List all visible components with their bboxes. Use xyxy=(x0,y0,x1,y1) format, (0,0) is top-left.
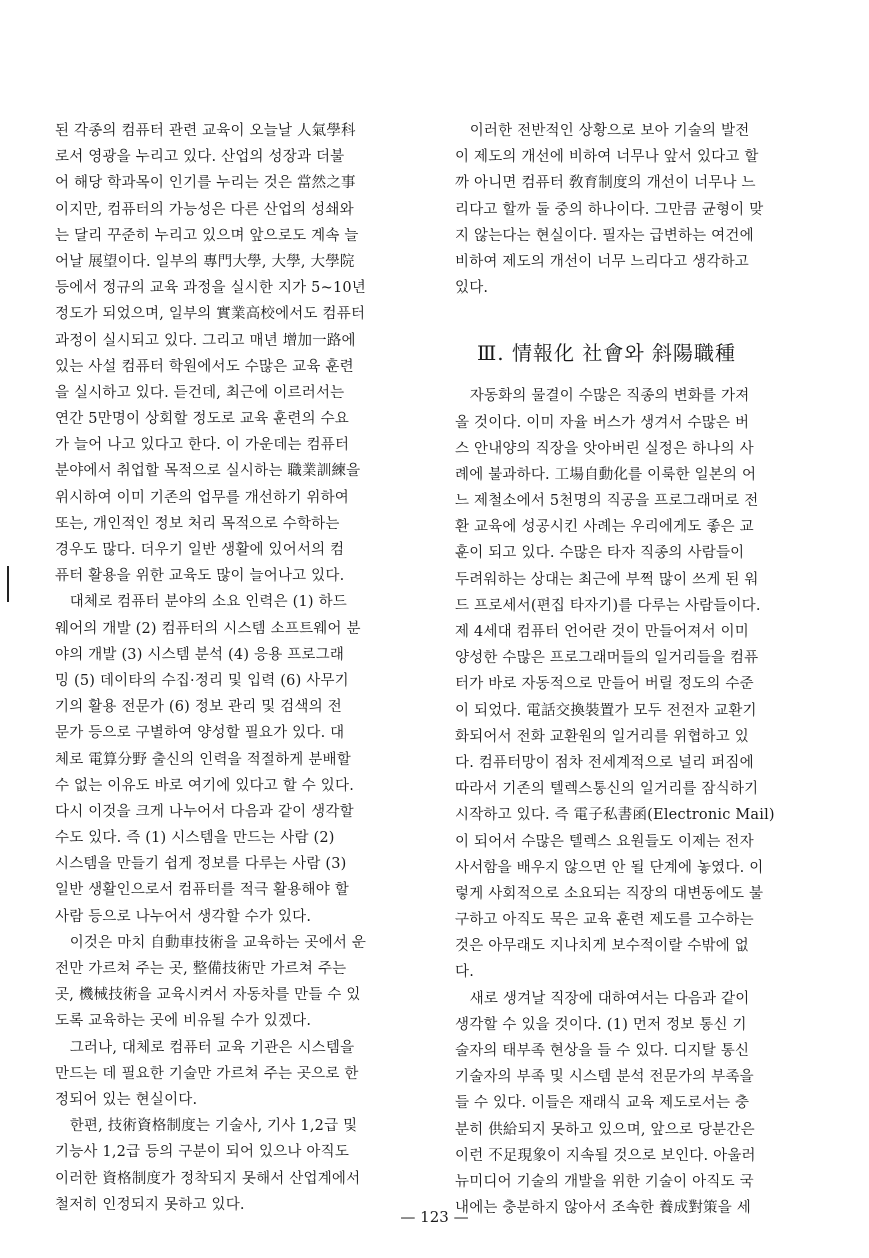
text-line: 따라서 기존의 텔렉스통신의 일거리를 잠식하기 xyxy=(455,781,759,798)
text-line: 이러한 資格制度가 정착되지 못해서 산업계에서 xyxy=(55,1170,361,1187)
section-gap xyxy=(455,301,827,323)
text-line: 기능사 1,2급 등의 구분이 되어 있으나 아직도 xyxy=(55,1144,350,1161)
text-line: 것은 아무래도 지나치게 보수적이랄 수밖에 없 xyxy=(455,938,749,955)
right-column-bottom-text xyxy=(455,383,827,1221)
text-line: 된 각종의 컴퓨터 관련 교육이 오늘날 人氣學科 xyxy=(55,123,356,139)
text-line: 들 수 있다. 이들은 재래식 교육 제도로서는 충 xyxy=(455,1095,750,1112)
text-line: 이 제도의 개선에 비하여 너무나 앞서 있다고 할 xyxy=(455,149,759,166)
text-line: 뉴미디어 기술의 개발을 위한 기술이 아직도 국 xyxy=(455,1173,754,1190)
text-line: 체로 電算分野 출신의 인력을 적절하게 분배할 xyxy=(55,751,351,768)
text-line: 사서함을 배우지 않으면 안 될 단계에 놓였다. 이 xyxy=(455,859,764,876)
text-line: 정도가 되었으며, 일부의 實業高校에서도 컴퓨터 xyxy=(55,306,366,323)
text-line: 사람 등으로 나누어서 생각할 수가 있다. xyxy=(55,908,312,925)
text-line: 는 달리 꾸준히 누리고 있으며 앞으로도 계속 늘 xyxy=(55,227,359,244)
text-line: 시작하고 있다. 즉 電子私書函(Electronic Mail) xyxy=(455,807,775,824)
text-line: 비하여 제도의 개선이 너무 느리다고 생각하고 xyxy=(455,253,749,270)
text-line: 다. 컴퓨터망이 점차 전세계적으로 널리 퍼짐에 xyxy=(455,754,754,771)
text-line: 가 늘어 나고 있다고 한다. 이 가운데는 컴퓨터 xyxy=(55,437,350,454)
text-line: 수 없는 이유도 바로 여기에 있다고 할 수 있다. xyxy=(55,777,355,794)
text-line: 밍 (5) 데이타의 수집·정리 및 입력 (6) 사무기 xyxy=(55,672,349,689)
text-line: 도록 교육하는 곳에 비유될 수가 있겠다. xyxy=(55,1013,312,1030)
text-line: 자동화의 물결이 수많은 직종의 변화를 가져 xyxy=(455,388,750,405)
text-line: 웨어의 개발 (2) 컴퓨터의 시스템 소프트웨어 분 xyxy=(55,620,361,637)
text-line: 전만 가르쳐 주는 곳, 整備技術만 가르쳐 주는 xyxy=(55,961,347,977)
text-line: 지 않는다는 현실이다. 필자는 급변하는 여건에 xyxy=(455,227,754,244)
text-line: 이 되어서 수많은 텔렉스 요원들도 이제는 전자 xyxy=(455,833,754,850)
text-line: 두려워하는 상대는 최근에 부쩍 많이 쓰게 된 워 xyxy=(455,571,759,588)
text-line: 분야에서 취업할 목적으로 실시하는 職業訓練을 xyxy=(55,463,361,480)
text-line: 대체로 컴퓨터 분야의 소요 인력은 (1) 하드 xyxy=(55,594,348,611)
margin-mark xyxy=(7,566,9,602)
text-line: 내에는 충분하지 않아서 조속한 養成對策을 세 xyxy=(455,1200,751,1217)
text-line: 올 것이다. 이미 자율 버스가 생겨서 수많은 버 xyxy=(455,414,750,431)
page-number: — 123 — xyxy=(400,1208,469,1226)
text-line: 생각할 수 있을 것이다. (1) 먼저 정보 통신 기 xyxy=(455,1016,747,1033)
text-line: 위시하여 이미 기존의 업무를 개선하기 위하여 xyxy=(55,489,349,506)
text-line: 다. xyxy=(455,964,475,981)
left-column xyxy=(55,118,427,1218)
text-line: 례에 불과하다. 工場自動化를 이룩한 일본의 어 xyxy=(455,466,757,483)
text-line: 연간 5만명이 상회할 정도로 교육 훈련의 수요 xyxy=(55,411,350,428)
text-line: 이지만, 컴퓨터의 가능성은 다른 산업의 성쇄와 xyxy=(55,201,354,218)
text-line: 정되어 있는 현실이다. xyxy=(55,1091,198,1108)
text-line: 또는, 개인적인 정보 처리 목적으로 수학하는 xyxy=(55,515,340,532)
text-line: 구하고 아직도 묵은 교육 훈련 제도를 고수하는 xyxy=(455,912,754,929)
text-line: 술자의 태부족 현상을 들 수 있다. 디지탈 통신 xyxy=(455,1043,750,1059)
text-line: 드 프로세서(편집 타자기)를 다루는 사람들이다. xyxy=(455,597,761,614)
text-line: 새로 생겨날 직장에 대하여서는 다음과 같이 xyxy=(455,990,750,1007)
text-line: 문가 등으로 구별하여 양성할 필요가 있다. 대 xyxy=(55,725,345,742)
text-line: 기술자의 부족 및 시스템 분석 전문가의 부족을 xyxy=(455,1069,754,1086)
text-line: 이러한 전반적인 상황으로 보아 기술의 발전 xyxy=(455,123,750,139)
section-heading: Ⅲ. 情報化 社會와 斜陽職種 xyxy=(477,341,737,366)
text-line: 로서 영광을 누리고 있다. 산업의 성장과 더불 xyxy=(55,149,345,166)
text-line: 느 제철소에서 5천명의 직공을 프로그래머로 전 xyxy=(455,493,759,510)
text-line: 렇게 사회적으로 소요되는 직장의 대변동에도 불 xyxy=(455,885,764,902)
text-line: 등에서 정규의 교육 과정을 실시한 지가 5~10년 xyxy=(55,280,366,297)
text-line: 그러나, 대체로 컴퓨터 교육 기관은 시스템을 xyxy=(55,1039,355,1056)
text-line: 양성한 수많은 프로그래머들의 일거리들을 컴퓨 xyxy=(455,650,759,667)
text-line: 과정이 실시되고 있다. 그리고 매년 增加一路에 xyxy=(55,332,356,349)
text-line: 이것은 마치 自動車技術을 교육하는 곳에서 운 xyxy=(55,934,367,951)
text-line: 있다. xyxy=(455,280,489,297)
text-line: 다시 이것을 크게 나누어서 다음과 같이 생각할 xyxy=(55,803,354,820)
text-line: 기의 활용 전문가 (6) 정보 관리 및 검색의 전 xyxy=(55,699,342,716)
text-line: 분히 供給되지 못하고 있으며, 앞으로 당분간은 xyxy=(455,1121,755,1138)
text-line: 시스템을 만들기 쉽게 정보를 다루는 사람 (3) xyxy=(55,856,347,873)
text-line: 퓨터 활용을 위한 교육도 많이 늘어나고 있다. xyxy=(55,568,345,585)
text-line: 일반 생활인으로서 컴퓨터를 적극 활용해야 할 xyxy=(55,882,349,899)
text-line: 경우도 많다. 더우기 일반 생활에 있어서의 컴 xyxy=(55,542,345,558)
text-line: 제 4세대 컴퓨터 언어란 것이 만들어져서 이미 xyxy=(455,624,750,640)
text-line: 스 안내양의 직장을 앗아버린 실정은 하나의 사 xyxy=(455,440,754,457)
text-line: 이 되었다. 電話交換裝置가 모두 전전자 교환기 xyxy=(455,702,757,719)
text-line: 있는 사설 컴퓨터 학원에서도 수많은 교육 훈련 xyxy=(55,358,354,375)
text-line: 을 실시하고 있다. 듣건데, 최근에 이르러서는 xyxy=(55,384,345,401)
text-line: 화되어서 전화 교환원의 일거리를 위협하고 있 xyxy=(455,728,749,745)
text-line: 까 아니면 컴퓨터 敎育制度의 개선이 너무나 느 xyxy=(455,175,756,192)
text-line: 이런 不足現象이 지속될 것으로 보인다. 아울러 xyxy=(455,1147,756,1164)
right-column-top-text xyxy=(455,118,827,301)
text-line: 만드는 데 필요한 기술만 가르쳐 주는 곳으로 한 xyxy=(55,1065,359,1082)
text-line: 훈이 되고 있다. 수많은 타자 직종의 사람들이 xyxy=(455,545,745,562)
text-line: 수도 있다. 즉 (1) 시스템을 만드는 사람 (2) xyxy=(55,830,335,847)
text-line: 곳, 機械技術을 교육시켜서 자동차를 만들 수 있 xyxy=(55,987,361,1004)
text-line: 한편, 技術資格制度는 기술사, 기사 1,2급 및 xyxy=(55,1118,358,1135)
text-line: 어 해당 학과목이 인기를 누리는 것은 當然之事 xyxy=(55,175,356,192)
text-line: 야의 개발 (3) 시스템 분석 (4) 응용 프로그래 xyxy=(55,646,345,663)
text-line: 환 교육에 성공시킨 사례는 우리에게도 좋은 교 xyxy=(455,519,754,536)
text-line: 터가 바로 자동적으로 만들어 버릴 정도의 수준 xyxy=(455,676,754,693)
text-line: 리다고 할까 둘 중의 하나이다. 그만큼 균형이 맞 xyxy=(455,201,764,218)
right-column xyxy=(455,118,827,1221)
text-line: 철저히 인정되지 못하고 있다. xyxy=(55,1196,245,1213)
text-line: 어날 展望이다. 일부의 專門大學, 大學, 大學院 xyxy=(55,253,355,270)
